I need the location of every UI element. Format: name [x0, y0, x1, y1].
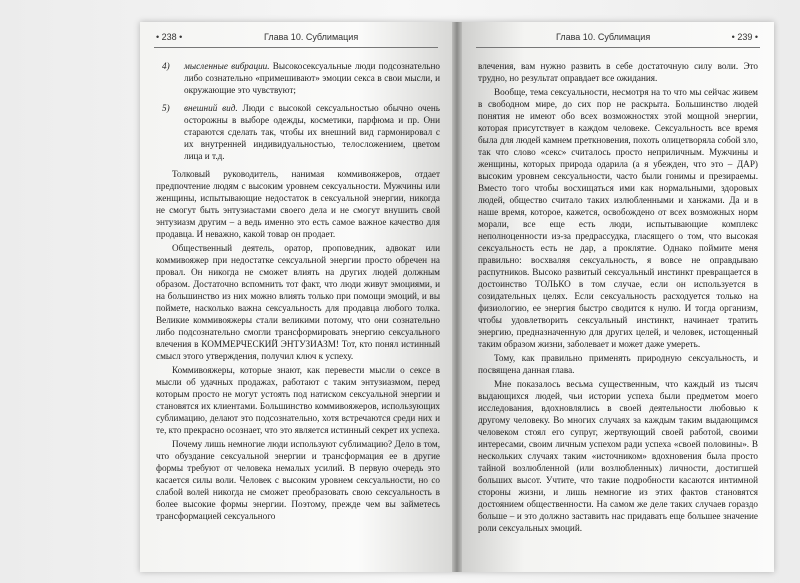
paragraph: Почему лишь немногие люди используют сублимацию? Дело в том, что обуздание сексуальной энергии и трансформация ее в другие формы требуют от человека немалых усилий. В первую очередь это касается силы воли. Человек с высоким уровнем сексуальности, но со слабой волей никогда не сможет преобразовать свою сексуальность в более высокие формы энергии. Поэтому, прежде чем вы займетесь трансформацией сексуального: [156, 439, 440, 521]
right-page: [462, 22, 774, 572]
right-page-number: • 239 •: [731, 32, 758, 42]
list-marker: 4): [162, 61, 170, 71]
book-gutter: [452, 22, 462, 572]
header-rule: [154, 47, 438, 48]
paragraph: Мне показалось весьма существенным, что каждый из тысяч выдающихся людей, чьи истории успеха были предметом моего исследования, вдохновлялись в своей деятельности любовью к другому человеку. Во многих случаях за каждым таким выдающимся человеком стоял его супруг, жертвующий своей работой, своими интересами, своим личным успехом ради успеха «своей половины». В нескольких случаях таким «источником» вдохновения была просто тайной возлюбленной (или возлюбленных) личности, достигшей больших высот. Учтите, что такие подробности касаются интимной стороны жизни, и лишь немногие из этих фактов становятся достоянием общественности. На самом же деле таких случаев гораздо больше – и это должно заставить нас придавать еще большее значение роли сексуальных эмоций.: [478, 379, 758, 533]
left-page-body: [156, 60, 440, 524]
list-marker: 5): [162, 103, 170, 113]
left-page: [140, 22, 452, 572]
left-chapter-title: Глава 10. Сублимация: [264, 32, 359, 42]
right-chapter-title: Глава 10. Сублимация: [556, 32, 651, 42]
list-term: внешний вид.: [184, 103, 238, 113]
right-page-body: [478, 60, 758, 536]
list-term: мысленные вибрации.: [184, 61, 270, 71]
list-item: [156, 102, 440, 162]
paragraph: Вообще, тема сексуальности, несмотря на то что мы сейчас живем в свободном мире, до сих пор не раскрыта. Большинство людей понятия не имеют обо всех возможностях этой мощной энергии, которая присутствует в каждом человеке. Сексуальность все время была для людей камнем преткновения, похоть олицетворяла собой зло, так что слово «секс» считалось просто неприличным. Мужчины и женщины, которых природа одарила (а я убежден, что это – ДАР) высоким уровнем сексуальности, часто были гонимы и презираемы. Вместо того чтобы восхищаться ими как нормальными, здоровых людей, общество считало таких излюбленными и ханжами. Да и в наше время, которое, кажется, освобождено от всех возможных норм морали, все еще есть люди, испытывающие комплекс неполноценности из-за предрассудка, гласящего о том, что высокая сексуальность есть не дар, а проклятие. Однако поймите меня правильно: восхваляя сексуальность, я вовсе не оправдываю распутников. Высоко развитый сексуальный инстинкт превращается в достоинство ТОЛЬКО в том случае, если он используется в созидательных целях. Если сексуальность расходуется только на физиологию, ее энергия быстро сводится к нулю. И тогда организм, чтобы удовлетворить сексуальный инстинкт, начинает тратить энергию, предназначенную для других целей, и человек, истощенный таким образом жизни, заболевает и может даже умереть.: [478, 87, 758, 349]
paragraph: Толковый руководитель, нанимая коммивояжеров, отдает предпочтение людям с высоким уровнем сексуальности. Мужчины или женщины, испытывающие недостаток в сексуальной энергии, никогда не смогут быть энтузиастами своего дела и не смогут внушить свой энтузиазм другим – а ведь именно это есть самое важное качество для продавца. И неважно, какой товар он продает.: [156, 169, 440, 239]
list-item: [156, 60, 440, 96]
left-page-number: • 238 •: [156, 32, 183, 42]
list-text: Люди с высокой сексуальностью обычно очень осторожны в выборе одежды, косметики, парфюма и пр. Они стараются сделать так, чтобы их внешний вид гармонировал с их внутренней индивидуальностью, телосложением, цветом лица и т.д.: [184, 103, 440, 161]
paragraph: Тому, как правильно применять природную сексуальность, и посвящена данная глава.: [478, 353, 758, 375]
paragraph: Коммивояжеры, которые знают, как перевести мысли о сексе в мысли об удачных продажах, работают с таким энтузиазмом, перед которым просто не могут устоять под натиском сексуальной энергии и становятся их клиентами. Большинство коммивояжеров, использующих сублимацию, делают это подсознательно, хотя встречаются среди них и те, кто прекрасно осознает, что это является истинный секрет их успеха.: [156, 365, 440, 435]
open-book: [140, 22, 774, 572]
paragraph: влечения, вам нужно развить в себе достаточную силу воли. Это трудно, но результат оправдает все ожидания.: [478, 61, 758, 83]
right-running-header: [476, 32, 760, 46]
header-rule: [476, 47, 760, 48]
left-running-header: [154, 32, 438, 46]
list-text: Высокосексуальные люди подсознательно либо сознательно «примешивают» эмоции секса в свои мысли, и окружающие это чувствуют;: [184, 61, 440, 95]
paragraph: Общественный деятель, оратор, проповедник, адвокат или коммивояжер при недостатке сексуальной энергии просто обречен на провал. Он никогда не сможет влиять на других людей должным образом. Достаточно вспомнить тот факт, что люди живут эмоциями, и на большинство из них можно влиять только при помощи эмоций, и вы поймете, насколько важна сексуальность для продавца любого толка. Великие коммивояжеры стали великими потому, что они сознательно либо подсознательно смогли трансформировать энергию сексуального влечения в КОММЕРЧЕСКИЙ ЭНТУЗИАЗМ! Тот, кто понял истинный смысл этого утверждения, получил ключ к успеху.: [156, 243, 440, 361]
